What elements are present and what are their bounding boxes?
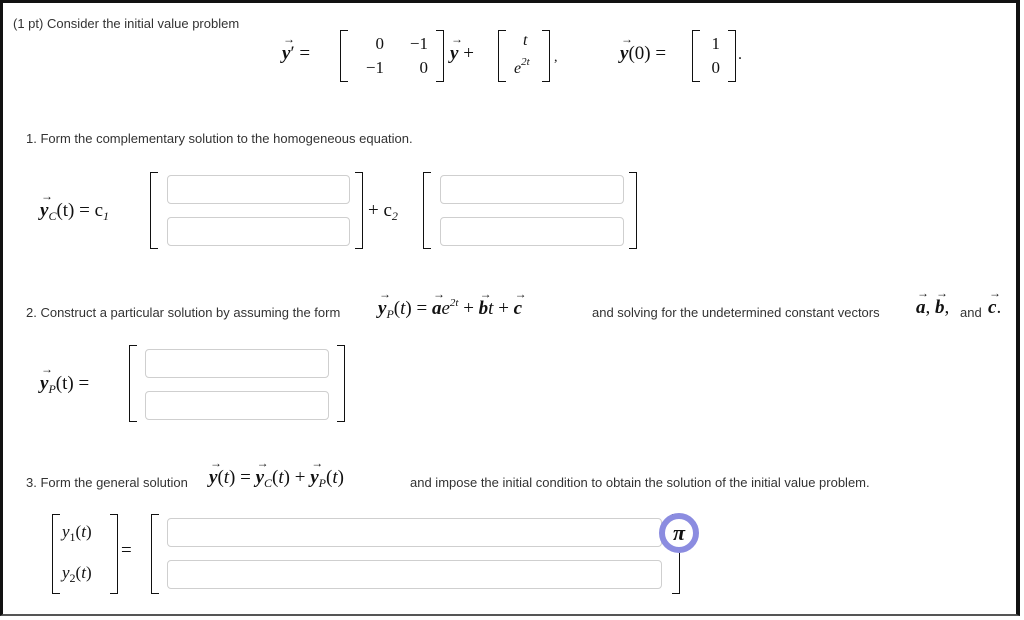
yp-bracket-right xyxy=(337,345,345,422)
yp-bracket-left xyxy=(129,345,137,422)
part1-lhs: → $y_C(t) = c_1$ xyxy=(40,200,109,224)
yp-bottom-input[interactable] xyxy=(145,391,329,420)
part2-form: → $y_P(t)$ = → $ae^{2t}$ + → bt + → c xyxy=(378,297,522,322)
part3-prompt-start: 3. Form the general solution xyxy=(26,475,188,490)
lhs-bracket-right xyxy=(110,514,118,594)
matrix-a21: −1 xyxy=(365,58,384,77)
comma: , xyxy=(554,50,558,65)
yc-vector2-top-input[interactable] xyxy=(440,175,624,204)
forcing-right-bracket xyxy=(542,30,550,82)
part2-lhs: → $y_P(t)$ = xyxy=(40,373,89,397)
forcing-left-bracket xyxy=(498,30,506,82)
yc-vector2-bottom-input[interactable] xyxy=(440,217,624,246)
part2-vector-c: → c. xyxy=(988,297,1001,319)
yc-bracket2-left xyxy=(423,172,431,249)
matrix-a22: 0 xyxy=(419,58,428,77)
matrix-a12: −1 xyxy=(409,34,428,53)
yc-bracket1-left xyxy=(150,172,158,249)
period: . xyxy=(738,46,742,63)
part2-prompt-mid: and solving for the undetermined constant vectors xyxy=(592,305,880,320)
matrix-right-bracket xyxy=(436,30,444,82)
yc-vector1-top-input[interactable] xyxy=(167,175,350,204)
ode-y-plus: → y + xyxy=(450,43,474,65)
problem-intro: (1 pt) Consider the initial value problem xyxy=(13,16,240,31)
y2-label: $y_2(t)$ xyxy=(62,563,92,585)
forcing-top: t xyxy=(523,32,528,49)
ode-lhs: → y′ = xyxy=(282,43,310,65)
y1-solution-input[interactable] xyxy=(167,518,662,547)
part1-plus-c2: + $c_2$ xyxy=(368,200,398,223)
part3-prompt-end: and impose the initial condition to obtain the solution of the initial value problem. xyxy=(410,475,870,490)
ic-top: 1 xyxy=(711,34,720,53)
solution-bracket-left xyxy=(151,514,159,594)
matrix-left-bracket xyxy=(340,30,348,82)
y1-label: $y_1(t)$ xyxy=(62,522,92,544)
part3-form: → y(t) = → $y_C(t)$ + → $y_P(t)$ xyxy=(209,467,344,491)
ic-lhs: → y(0) = xyxy=(620,43,666,65)
part2-and: and xyxy=(960,305,982,320)
yc-bracket2-right xyxy=(629,172,637,249)
yc-bracket1-right xyxy=(355,172,363,249)
part2-prompt-start: 2. Construct a particular solution by assuming the form xyxy=(26,305,341,320)
pi-insert-button[interactable]: π xyxy=(659,513,699,553)
matrix-a11: 0 xyxy=(375,34,384,53)
ic-bottom: 0 xyxy=(711,58,720,77)
y2-solution-input[interactable] xyxy=(167,560,662,589)
part2-vectors: → a, → b, xyxy=(916,297,949,319)
yc-vector1-bottom-input[interactable] xyxy=(167,217,350,246)
part1-prompt: 1. Form the complementary solution to the homogeneous equation. xyxy=(26,131,413,146)
forcing-bottom: $e^{2t}$ xyxy=(514,56,530,77)
yp-top-input[interactable] xyxy=(145,349,329,378)
part3-equals: = xyxy=(121,540,132,561)
ic-right-bracket xyxy=(728,30,736,82)
lhs-bracket-left xyxy=(52,514,60,594)
